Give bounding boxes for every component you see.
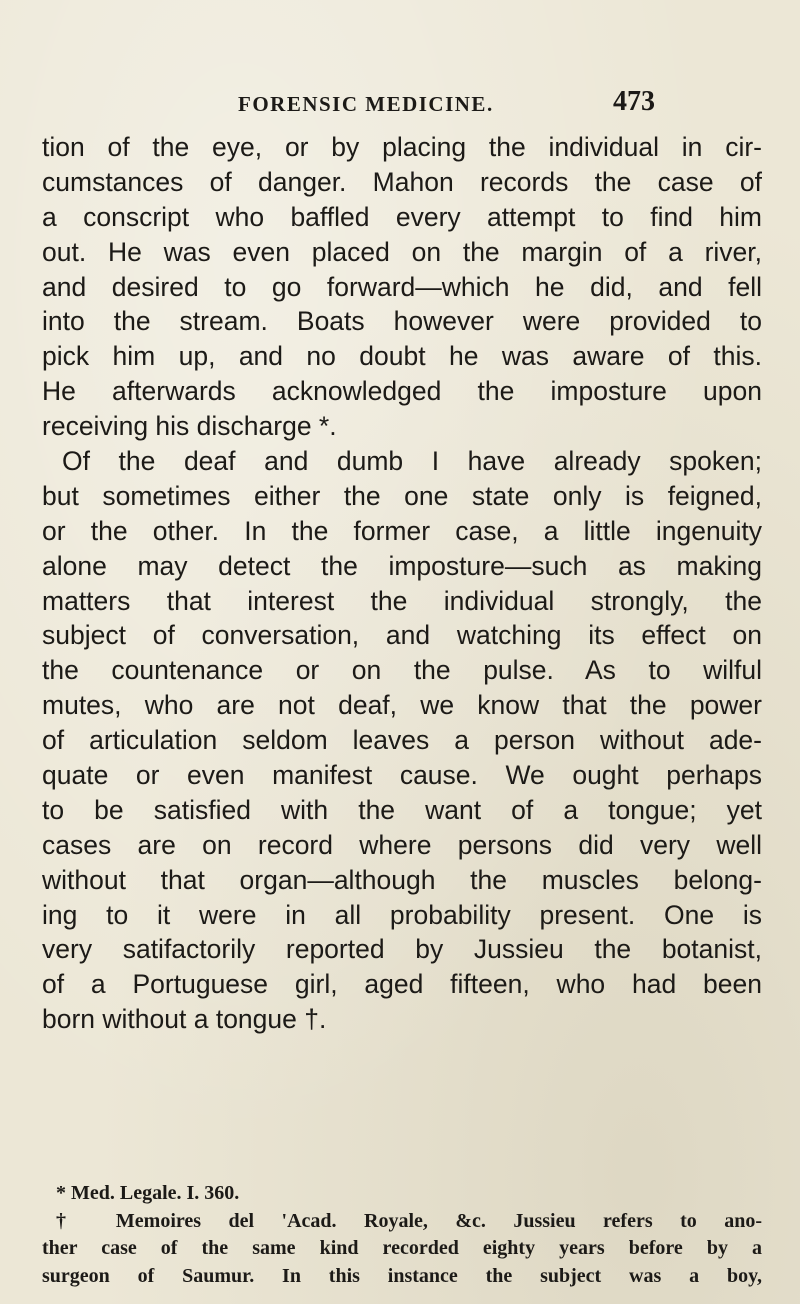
running-title: FORENSIC MEDICINE. (238, 92, 494, 116)
body-line: very satifactorily reported by Jussieu the botanist, (42, 934, 762, 965)
body-line: of a Portuguese girl, aged fifteen, who had been (42, 969, 762, 1000)
body-line: the countenance or on the pulse. As to wilful (42, 655, 762, 686)
footnotes (42, 1180, 762, 1290)
body-line: He afterwards acknowledged the imposture upon (42, 376, 762, 407)
body-line: of articulation seldom leaves a person without ade- (42, 725, 762, 756)
body-line: a conscript who baffled every attempt to find him (42, 201, 762, 232)
body-line: born without a tongue †. (42, 1004, 327, 1035)
running-head (0, 86, 800, 126)
body-line: and desired to go forward—which he did, and fell (42, 271, 762, 302)
body-line: out. He was even placed on the margin of a river, (42, 236, 762, 267)
body-line: to be satisfied with the want of a tongue; yet (42, 794, 762, 825)
footnote-line: * Med. Legale. I. 360. (56, 1182, 240, 1204)
body-line: ing to it were in all probability present. One is (42, 899, 762, 930)
footnote-line: surgeon of Saumur. In this instance the subject was a boy, (42, 1264, 762, 1287)
body-line: alone may detect the imposture—such as making (42, 550, 762, 581)
body-line: mutes, who are not deaf, we know that the power (42, 690, 762, 721)
body-text (42, 130, 762, 1037)
body-line: but sometimes either the one state only is feigned, (42, 480, 762, 511)
body-line: cumstances of danger. Mahon records the case of (42, 166, 762, 197)
body-line: pick him up, and no doubt he was aware of this. (42, 341, 762, 372)
body-line: without that organ—although the muscles belong- (42, 864, 762, 895)
body-line: subject of conversation, and watching its effect on (42, 620, 762, 651)
footnote-line: † Memoires del 'Acad. Royale, &c. Jussieu refers to ano- (56, 1209, 762, 1232)
body-line: into the stream. Boats however were provided to (42, 306, 762, 337)
footnote-line: ther case of the same kind recorded eighty years before by a (42, 1237, 762, 1259)
body-line: or the other. In the former case, a little ingenuity (42, 515, 762, 546)
body-line: Of the deaf and dumb I have already spoken; (62, 446, 762, 477)
body-line: matters that interest the individual strongly, the (42, 585, 762, 616)
body-line: quate or even manifest cause. We ought perhaps (42, 760, 762, 791)
body-line: tion of the eye, or by placing the individual in cir- (42, 132, 762, 162)
body-line: cases are on record where persons did very well (42, 829, 762, 860)
body-line: receiving his discharge *. (42, 411, 337, 442)
page-number: 473 (613, 86, 655, 117)
